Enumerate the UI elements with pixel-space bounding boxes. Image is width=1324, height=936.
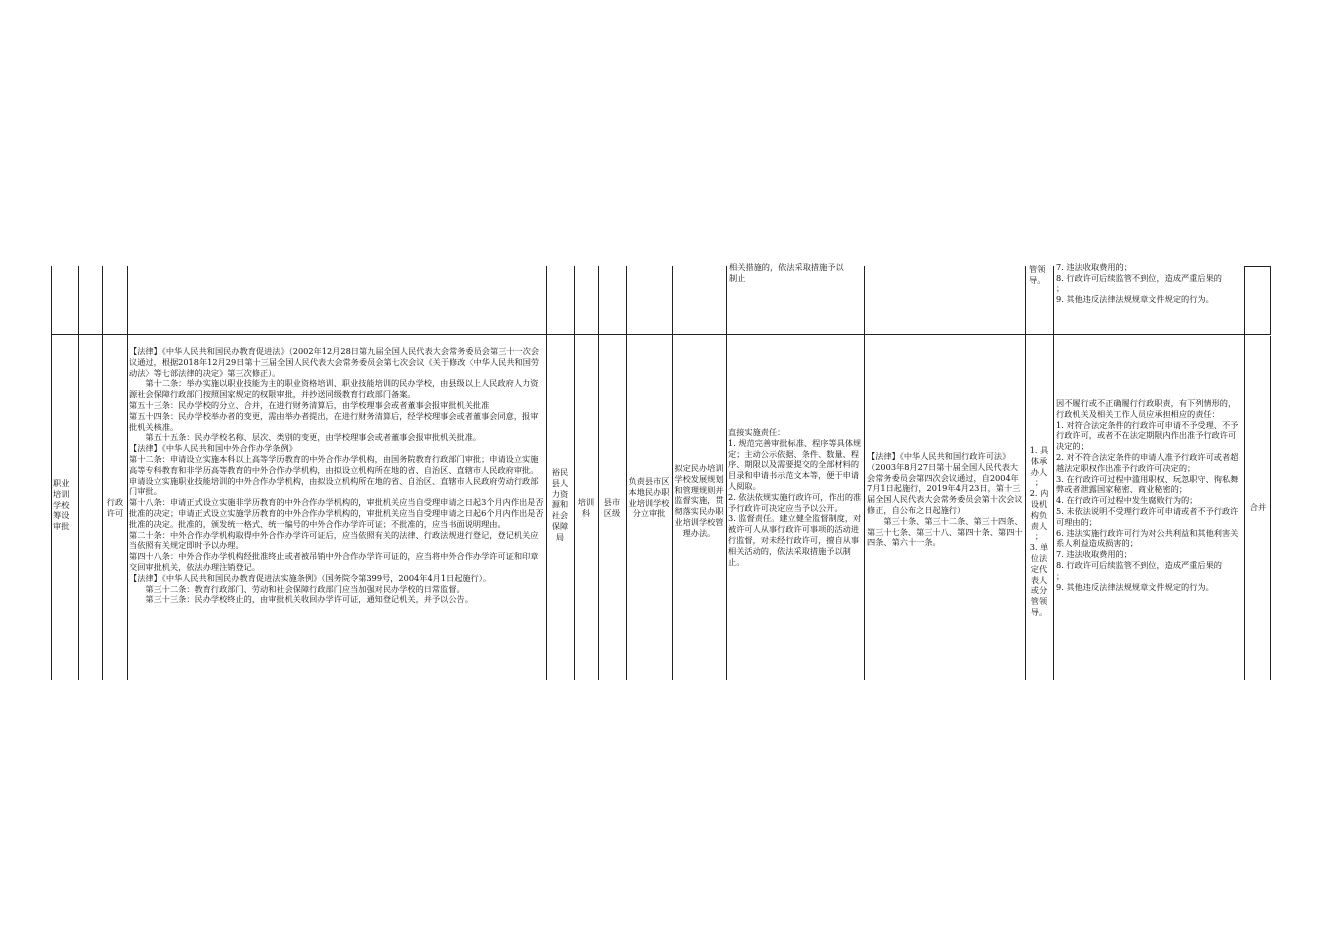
text-line: 6. 违法实施行政许可行为对公共利益和其他利害关系人利益造成损害的； [1056, 527, 1239, 549]
text-line: 合并 [1249, 502, 1267, 512]
remark-cell [1246, 502, 1270, 513]
grid-line [1270, 266, 1271, 334]
text-line: 7. 违法收取费用的； [1056, 262, 1132, 272]
text-line: 5. 未依法说明不受理行政许可申请或者不予行政许可理由的； [1056, 505, 1239, 527]
text-line: 管领 [1029, 264, 1046, 274]
row-divider [51, 334, 1271, 335]
grid-line [1053, 266, 1054, 680]
text-line: 第十八条：申请正式设立实施非学历教育的中外合作办学机构的，审批机关应当自受理申请之日起3个月内作出是否批准的决定；申请正式设立实施学历教育的中外合作办学机构的，审批机关应当自受理申请之日起6个月内作出是否批准的决定。批准的，颁发统一格式、统一编号的中外合作办学许可证；不批准的，应当书面说明理由。 [129, 497, 544, 529]
text-line: 直接实施责任： [728, 427, 786, 437]
grid-line [864, 266, 865, 680]
text-line: 职业培训学校筹设审批 [53, 478, 70, 532]
text-line: 第十二条：申请设立实施本科以上高等学历教育的中外合作办学机构，由国务院教育行政部门审批；申请设立实施高等专科教育和非学历高等教育的中外合作办学机构，由拟设立机构所在地的省、自治区、直辖市人民政府审批。 [129, 453, 539, 475]
text-line: 3. 单位法定代表人或分管领导。 [1029, 542, 1049, 617]
grid-line [1270, 336, 1271, 680]
department-cell [548, 467, 572, 543]
text-line: 第三十二条：教育行政部门、劳动和社会保障行政部门应当加强对民办学校的日常监督。 [129, 583, 465, 594]
text-line: 8. 行政许可后续监管不到位，造成严重后果的 [1056, 272, 1222, 283]
text-line: 9. 其他违反法律法规规章文件规定的行为。 [1056, 293, 1214, 304]
grid-line [726, 266, 727, 680]
grid-line [1244, 266, 1245, 680]
text-line: 拟定民办培训学校发展规划和管理规则并监督实施，贯彻落实民办职业培训学校管理办法。 [674, 463, 724, 538]
grid-line [598, 266, 599, 680]
level-cell [600, 497, 624, 519]
text-line: 因不履行或不正确履行行政职责，有下列情形的，行政机关及相关工作人员应承担相应的责任： [1056, 398, 1237, 419]
grid-line [51, 266, 52, 680]
text-line: 7. 违法收取费用的； [1056, 549, 1132, 560]
item-name-cell [53, 478, 76, 532]
text-line: 第五十五条：民办学校名称、层次、类别的变更，由学校理事会或者董事会报审批机关批准。 [129, 432, 482, 443]
subject-cell [1027, 445, 1051, 618]
text-line: 1. 对符合法定条件的行政许可申请不予受理、不予行政许可，或者不在法定期限内作出准予行政许可决定的； [1056, 419, 1239, 452]
text-line: 县市区级 [603, 497, 621, 518]
liability-basis-cell [867, 451, 1023, 548]
text-line: 第五十三条：民办学校的分立、合并，在进行财务清算后，由学校理事会或者董事会报审批机关批准 [129, 399, 490, 410]
text-line: ； [1034, 531, 1044, 542]
text-line: 1. 具体承办人 [1029, 445, 1049, 477]
text-line: 3. 监督责任。建立健全监督制度，对被许可人从事行政许可事项的活动进行监督，对未经行政许可，擅自从事相关活动的，依法采取措施予以制止。 [728, 513, 862, 567]
top-row-subject-fragment [1029, 264, 1051, 285]
text-line: ； [1056, 570, 1065, 581]
legal-basis-cell [129, 346, 544, 605]
grid-line [78, 266, 79, 680]
text-line: 2. 内设机构负责人 [1029, 488, 1049, 531]
top-row-duty-fragment [729, 262, 861, 283]
supervision-cell [674, 463, 724, 539]
text-line: 【法律】《中华人民共和国民办教育促进法实施条例》（国务院令第399号，2004年4月1日起施行）。 [129, 572, 492, 583]
text-line: 【法律】《中华人民共和国民办教育促进法》（2002年12月28日第九届全国人民代表大会常务委员会第三十一次会议通过，根据2018年12月29日第十三届全国人民代表大会常务委员会第七次会议《关于修改〈中华人民共和国劳动法〉等七部法律的决定》第三次修正）。 [129, 346, 540, 378]
grid-line [1025, 266, 1026, 680]
grid-line [546, 266, 547, 680]
grid-line [127, 266, 128, 680]
top-row-liability-fragment [1056, 262, 1242, 304]
text-line: 裕民县人力资源和社会保障局 [551, 467, 569, 542]
item-type-cell [103, 497, 127, 519]
text-line: ； [1034, 477, 1044, 488]
duty-cell [728, 427, 862, 567]
grid-line [1244, 266, 1271, 267]
grid-line [574, 266, 575, 680]
text-line: 制止 [729, 272, 746, 283]
text-line: 第三十条、第三十二条、第三十四条、第三十七条、第三十八、第四十条、第四十四条、第六十一条。 [867, 515, 1023, 548]
liability-cell [1056, 398, 1242, 592]
grid-line [626, 266, 627, 680]
text-line: 4. 在行政许可过程中发生腐败行为的； [1056, 495, 1198, 506]
text-line: 第二十条：中外合作办学机构取得中外合作办学许可证后，应当依照有关的法律、行政法规进行登记，登记机关应当依照有关规定即时予以办理。 [129, 529, 539, 551]
text-line: 相关措施的，依法采取措施予以 [729, 262, 844, 272]
text-line: 2. 对不符合法定条件的申请人准予行政许可或者超越法定职权作出准予行政许可决定的； [1056, 451, 1239, 473]
text-line: 【法律】《中华人民共和国中外合作办学条例》 [129, 443, 297, 454]
text-line: ； [1056, 283, 1065, 293]
text-line: 第三十三条：民办学校终止的，由审批机关收回办学许可证，通知登记机关，并予以公告。 [129, 594, 473, 605]
text-line: 第五十四条：民办学校举办者的变更，需由举办者提出，在进行财务清算后，经学校理事会或者董事会同意，报审批机关核准。 [129, 410, 539, 432]
text-line: 导。 [1029, 274, 1046, 285]
grid-line [672, 266, 673, 680]
grid-line [102, 266, 103, 680]
office-cell [576, 497, 596, 519]
text-line: 3. 在行政许可过程中滥用职权、玩忽职守、徇私舞弊或者泄露国家秘密、商业秘密的； [1056, 473, 1239, 495]
text-line: 1. 规范完善审批标准、程序等具体规定；主动公示依据、条件、数量、程序、期限以及需要提交的全部材料的目录和申请书示范文本等，便于申请人阅取。 [728, 437, 862, 491]
text-line: 2. 依法依规实施行政许可，作出的准予行政许可决定应当予以公开。 [728, 491, 862, 513]
responsibility-cell [628, 476, 670, 519]
text-line: 申请设立实施职业技能培训的中外合作办学机构，由拟设立机构所在地的省、自治区、直辖市人民政府劳动行政部门审批。 [129, 475, 539, 497]
text-line: 负责县市区本地民办职业培训学校分立审批 [628, 476, 670, 519]
text-line: 第四十八条：中外合作办学机构经批准终止或者被吊销中外合作办学许可证的，应当将中外合作办学许可证和印章交回审批机关，依法办理注销登记。 [129, 551, 539, 572]
text-line: 【法律】《中华人民共和国行政许可法》（2003年8月27日第十届全国人民代表大会常务委员会第四次会议通过，自2004年7月1日起施行，2019年4月23日，第十三届全国人民代表大会常务委员会第十次会议修正，自公布之日起施行） [867, 451, 1023, 515]
text-line: 第十二条：举办实施以职业技能为主的职业资格培训、职业技能培训的民办学校，由县级以上人民政府人力资源社会保障行政部门按照国家规定的权限审批，并抄送同级教育行政部门备案。 [129, 378, 539, 400]
text-line: 8. 行政许可后续监管不到位，造成严重后果的 [1056, 559, 1222, 570]
text-line: 9. 其他违反法律法规规章文件规定的行为。 [1056, 581, 1214, 592]
text-line: 培训科 [577, 497, 595, 518]
text-line: 行政许可 [106, 497, 124, 518]
